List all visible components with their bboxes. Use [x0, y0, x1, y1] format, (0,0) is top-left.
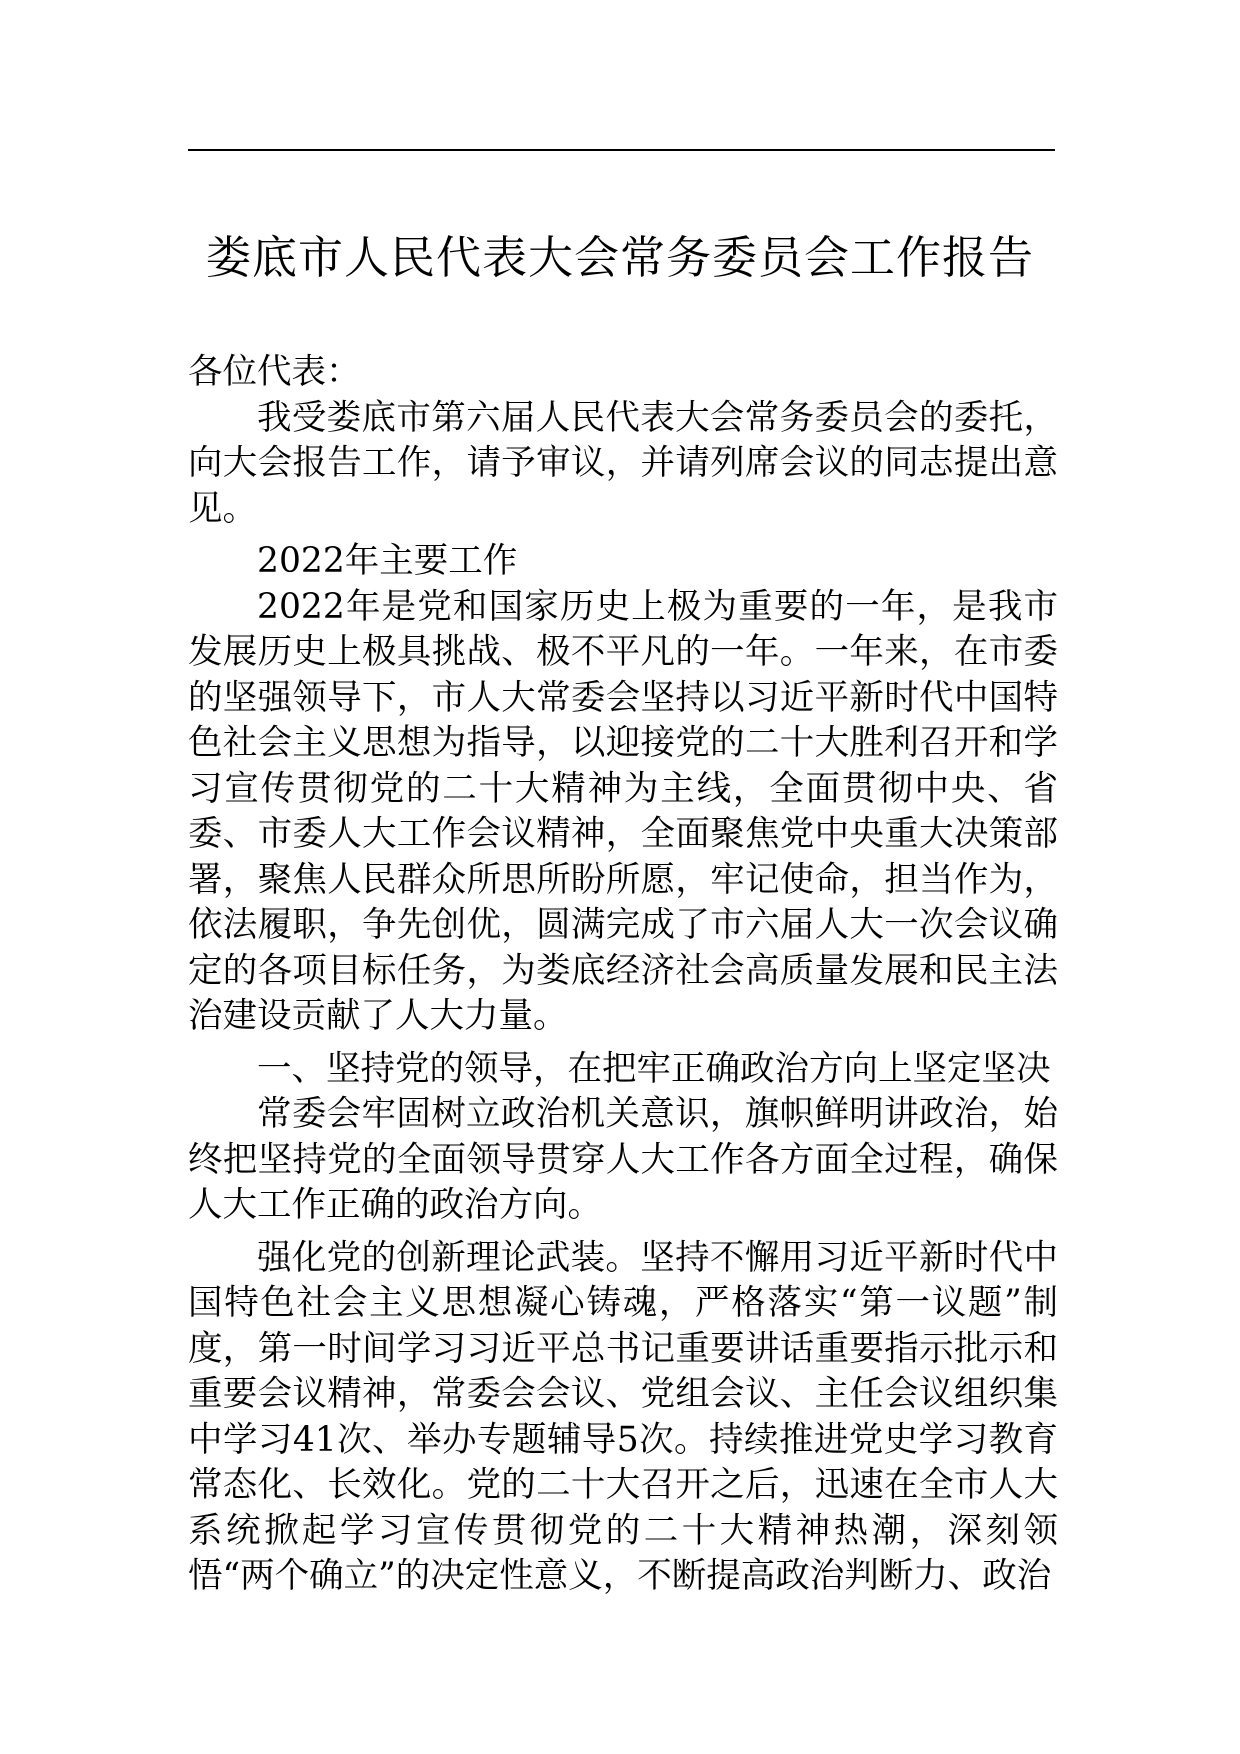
header-rule: [188, 149, 1055, 151]
section-1-intro-paragraph: 常委会牢固树立政治机关意识，旗帜鲜明讲政治，始终把坚持党的全面领导贯穿人大工作各方面全过程，确保人大工作正确的政治方向。: [188, 1094, 1058, 1225]
section-heading-main-work: 2022年主要工作: [257, 541, 518, 581]
report-body: [188, 350, 1058, 1600]
overview-paragraph: 2022年是党和国家历史上极为重要的一年，是我市发展历史上极具挑战、极不平凡的一年。一年来，在市委的坚强领导下，市人大常委会坚持以习近平新时代中国特色社会主义思想为指导，以迎接党的二十大胜利召开和学习宣传贯彻党的二十大精神为主线，全面贯彻中央、省委、市委人大工作会议精神，全面聚焦党中央重大决策部署，聚焦人民群众所思所盼所愿，牢记使命，担当作为，依法履职，争先创优，圆满完成了市六届人大一次会议确定的各项目标任务，为娄底经济社会高质量发展和民主法治建设贡献了人大力量。: [188, 586, 1058, 1036]
report-title: 娄底市人民代表大会常务委员会工作报告: [205, 231, 1034, 284]
section-1-theory-paragraph: 强化党的创新理论武装。坚持不懈用习近平新时代中国特色社会主义思想凝心铸魂，严格落实“第一议题”制度，第一时间学习习近平总书记重要讲话重要指示批示和重要会议精神，常委会会议、党组会议、主任会议组织集中学习41次、举办专题辅导5次。持续推进党史学习教育常态化、长效化。党的二十大召开之后，迅速在全市人大系统掀起学习宣传贯彻党的二十大精神热潮，深刻领悟“两个确立”的决定性意义，不断提高政治判断力、政治: [188, 1237, 1058, 1596]
section-heading-1: 一、坚持党的领导，在把牢正确政治方向上坚定坚决: [257, 1048, 1051, 1089]
salutation: 各位代表：: [188, 352, 361, 392]
intro-paragraph: 我受娄底市第六届人民代表大会常务委员会的委托，向大会报告工作，请予审议，并请列席会议的同志提出意见。: [188, 397, 1058, 529]
